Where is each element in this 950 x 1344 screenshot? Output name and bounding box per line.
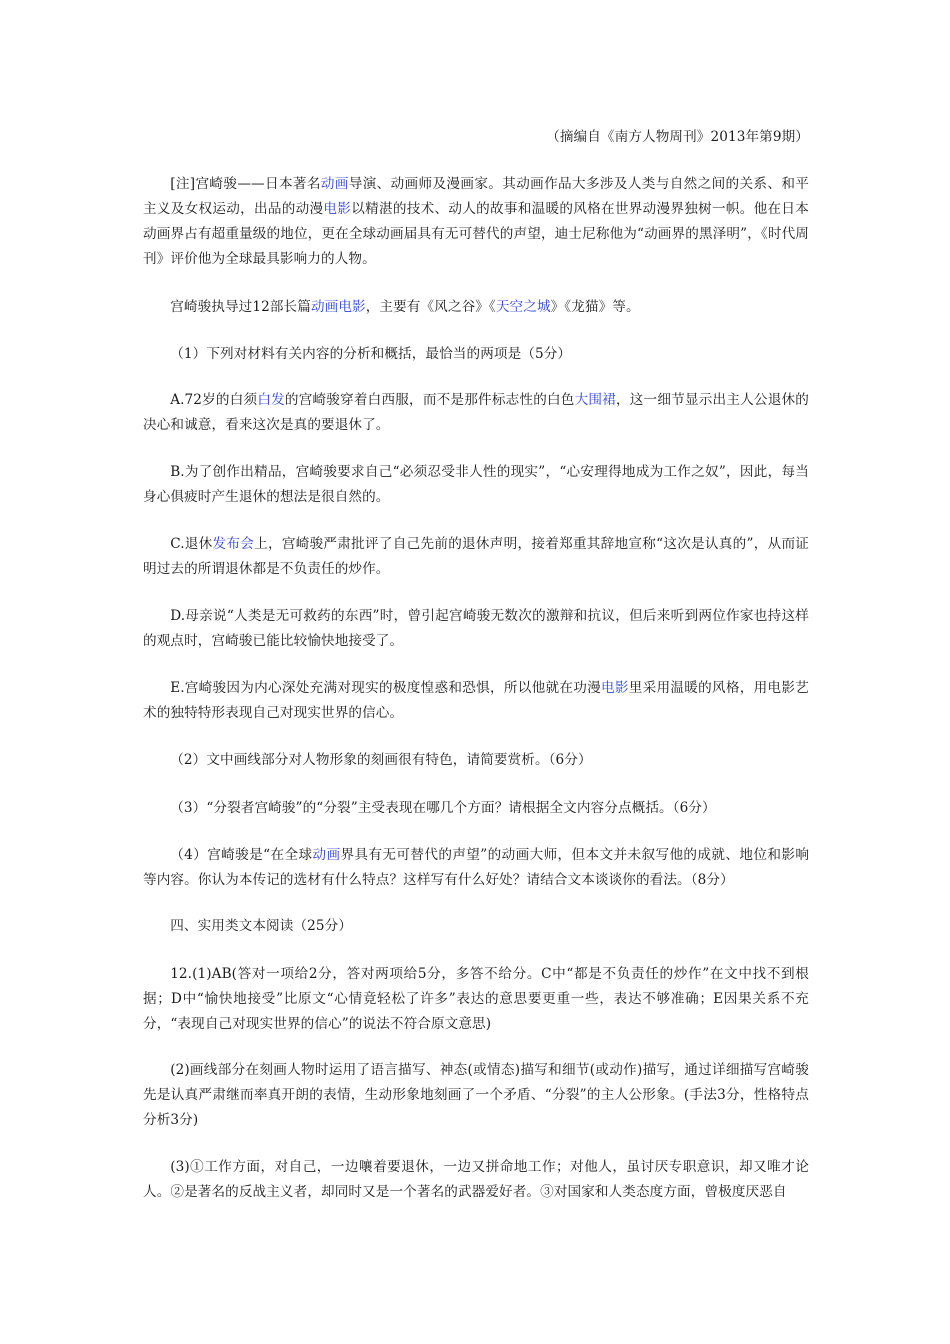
question-1: （1）下列对材料有关内容的分析和概括，最恰当的两项是（5分） (170, 346, 572, 362)
note-paragraph (143, 172, 809, 272)
note-text-2: 导演、动画师及漫画家。其动画作品大多涉及人类与自然之间的关系、和平主义及女权运动，出品的动漫 (143, 176, 809, 217)
question-4 (143, 843, 809, 893)
note-text-3: 以精湛的技术、动人的故事和温暖的风格在世界动漫界独树一帜。他在日本动画界占有超重量级的地位，更在全球动画届具有无可替代的声望，迪士尼称他为“动画界的黑泽明”，《时代周刊》评价他为全球最具影响力的人物。 (143, 201, 809, 267)
answer-3: (3)①工作方面，对自己，一边嚷着要退休，一边又拼命地工作；对他人，虽讨厌专职意识，却又唯才论人。②是著名的反战主义者，却同时又是一个著名的武器爱好者。③对国家和人类态度方面，曾极度厌恶自 (143, 1159, 809, 1200)
option-a (143, 388, 809, 438)
link-donghua[interactable]: 动画 (320, 176, 349, 192)
option-c-text-1: C.退休 (170, 536, 213, 552)
section-heading: 四、实用类文本阅读（25分） (170, 918, 353, 934)
option-e (143, 676, 809, 726)
question-2: （2）文中画线部分对人物形象的刻画很有特色，请简要赏析。（6分） (170, 752, 592, 768)
answer-1: 12.(1)AB(答对一项给2分，答对两项给5分，多答不给分。C中“都是不负责任的炒作”在文中找不到根据；D中“愉快地接受”比原文“心情竟轻松了许多”表达的意思要更重一些，表达不够准确；E因果关系不充分，“表现自己对现实世界的信心”的说法不符合原文意思) (143, 966, 809, 1032)
link-tiankong-zhicheng[interactable]: 天空之城 (495, 299, 551, 315)
option-a-text-1: A.72岁的白须 (170, 392, 258, 408)
option-c-text-2: 上，宫崎骏严肃批评了自己先前的退休声明，接着郑重其辞地宣称“这次是认真的”，从而证明过去的所谓退休都是不负责任的炒作。 (143, 536, 810, 577)
link-baifa[interactable]: 白发 (257, 392, 285, 408)
question-4-text-2: 界具有无可替代的声望”的动画大师，但本文并未叙写他的成就、地位和影响等内容。你认为本传记的选材有什么特点？这样写有什么好处？请结合文本谈谈你的看法。（8分） (143, 847, 810, 888)
option-c (143, 532, 809, 582)
note-text-1: [注]宫崎骏——日本著名 (170, 176, 321, 192)
works-text-2: ，主要有《风之谷》《 (365, 299, 496, 315)
link-dianying[interactable]: 电影 (323, 201, 352, 217)
option-d: D.母亲说“人类是无可救药的东西”时，曾引起宫崎骏无数次的激辩和抗议，但后来听到两位作家也持这样的观点时，宫崎骏已能比较愉快地接受了。 (143, 608, 809, 649)
works-text-3: 》《龙猫》等。 (550, 299, 640, 315)
answer-2: (2)画线部分在刻画人物时运用了语言描写、神态(或情态)描写和细节(或动作)描写，通过详细描写宫崎骏先是认真严肃继而率真开朗的表情，生动形象地刻画了一个矛盾、“分裂”的主人公形象。(手法3分，性格特点分析3分) (143, 1062, 809, 1128)
source-citation: （摘编自《南方人物周刊》2013年第9期） (546, 129, 809, 145)
link-donghua-dianying[interactable]: 动画电影 (310, 299, 366, 315)
link-dianying-2[interactable]: 电影 (601, 680, 629, 696)
option-a-text-2: 的宫崎骏穿着白西服，而不是那件标志性的白色 (284, 392, 575, 408)
works-text-1: 宫崎骏执导过12部长篇 (170, 299, 311, 315)
option-e-text-2: 里采用温暖的风格，用电影艺术的独特特形表现自己对现实世界的信心。 (143, 680, 809, 721)
option-a-text-3: ，这一细节显示出主人公退休的决心和诚意，看来这次是真的要退休了。 (143, 392, 809, 433)
option-b: B.为了创作出精品，宫崎骏要求自己“必须忍受非人性的现实”，“心安理得地成为工作之奴”，因此，每当身心俱疲时产生退休的想法是很自然的。 (143, 464, 809, 505)
question-3: （3）“分裂者宫崎骏”的“分裂”主受表现在哪几个方面？请根据全文内容分点概括。（6分） (170, 800, 716, 816)
link-donghua-2[interactable]: 动画 (312, 847, 341, 863)
question-4-text-1: （4）宫崎骏是“在全球 (170, 847, 313, 863)
link-daweiqun[interactable]: 大围裙 (574, 392, 616, 408)
works-paragraph (143, 295, 809, 320)
link-fabuhui[interactable]: 发布会 (212, 536, 255, 552)
option-e-text-1: E.宫崎骏因为内心深处充满对现实的极度惶惑和恐惧，所以他就在功漫 (170, 680, 602, 696)
